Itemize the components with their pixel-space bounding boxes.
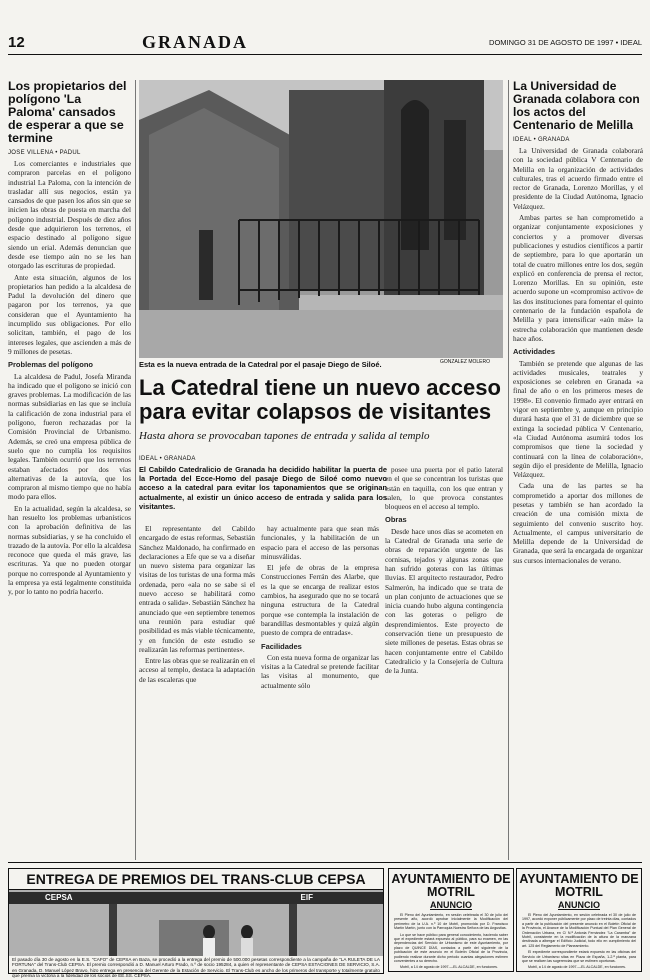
paragraph: El expediente correspondiente estará expuesto en las oficinas del Servicio de Urbanismo sitas en Plaza de España, 1-2.ª planta, para que se realicen las sugerencias que se estimen oportunas. (522, 950, 636, 964)
left-body (8, 159, 131, 924)
center-headline: La Catedral tiene un nuevo acceso para evitar colapsos de visitantes (139, 375, 501, 424)
center-subhead-facilidades: Facilidades (261, 641, 302, 651)
motril-notice-1 (388, 868, 514, 972)
left-byline: JOSE VILLENA • PADUL (8, 150, 81, 156)
center-deck: Hasta ahora se provocaban tapones de entrada y salida al templo (139, 430, 430, 442)
date-line: DOMINGO 31 DE AGOSTO DE 1997 • IDEAL (489, 38, 642, 47)
motril-notice-2 (516, 868, 642, 972)
center-col-3 (385, 465, 503, 857)
paragraph: El representante del Cabildo encargado de estas reformas, Sebastián Sánchez Maldonado, ha confirmado en declaraciones a Efe que se va a diseñar un nuevo sistema para organizar las visitas de los turistas de una forma más ordenada, pero «ala no se sabe si el nuevo acceso se habilitará como entrada o salida». Sebastián Sánchez ha anunciado que «en septiembre tenemos una reunión para estudiar qué posibilidad es más viable técnicamente, y en función de este estudio se realizarán las reformas pertinentes». (139, 524, 255, 654)
paragraph: En la actualidad, según la alcaldesa, se han resuelto los problemas urbanísticos con la aprobación definitiva de las normas subsidiarias, y se ha concluido el trazado de la autovía. Por ello la alcaldesa reconoce que queda el más grave, las escrituras. Ya que no pueden otorgar porque no corresponde al Ayuntamiento y la empresa ya está legalmente constituida y, por lo tanto no podría hacerlo. (8, 503, 131, 597)
notice-title: AYUNTAMIENTO DE MOTRIL (519, 872, 639, 899)
center-subhead-obras: Obras (385, 515, 407, 525)
center-byline: IDEAL • GRANADA (139, 456, 196, 462)
paragraph: Cada una de las partes se ha comprometido a aportar dos millones de pesetas y también se han acordado la creación de una comisión mixta de seguimiento del convenio suscrito hoy. Actualmente, el campus universitario de Melilla depende de la Universidad de Granada, que será la encargada de organizar sus cursos internacionales de verano. (513, 481, 643, 565)
paragraph: posee una puerta por el patio lateral en el que se concentran los turistas que están en taquilla, con los que entran y salen, lo que provoca constantes bloqueos en el acceso al templo. (385, 465, 503, 512)
paragraph: La alcaldesa de Padul, Josefa Miranda ha indicado que el polígono se inició con graves problemas. La modificación de las normas subsidiarias en las que se incluía la calificación de zona industrial para el polígono, fueron rechazadas por la Comisión Provincial de Urbanismo. Además, se creó una empresa pública de suelo que no cumplía los requisitos legales. También ocurrió que los terrenos estaban afectados por dos vías alternativas de la autovía, que los compraron al mismo tiempo que no había modo para ellos. (8, 371, 131, 502)
header-rule (8, 54, 642, 55)
paragraph: Lo que se hace público para general conocimiento, haciendo saber que el expediente estará expuesto al público, para su examen, en las dependencias del Servicio de Urbanismo de este Ayuntamiento, por plazo de QUINCE DÍAS, contados a partir del siguiente de la publicación de este anuncio en el Boletín Oficial de la Provincia, pudiendo realizar durante dicho periodo cuantas alegaciones estimen convenientes a su derecho. (394, 932, 508, 964)
right-subhead: Actividades (513, 347, 556, 357)
cepsa-tag: ElF (300, 893, 313, 902)
paragraph: El Pleno del Ayuntamiento, en sesión celebrada el 30 de julio de 1997, acordó exponer públicamente por plazo de treinta días, contados a partir de la publicación del presente anuncio en el Boletín Oficial de la Provincia, el Avance de la Modificación Puntual del Plan General de Ordenación Urbana, en C/ N.ª Antonia Fernández "La Caramba" de Motril, consistente en la modificación de la altura de la manzana destinada a albergar el Edificio Judicial, todo ello en cumplimiento del art. 125 del Reglamento de Planeamiento. (522, 913, 636, 948)
paragraph: hay actualmente para que sean más funcionales, y la habilitación de un espacio para el acceso de las personas minusválidas. (261, 524, 379, 561)
paragraph: Entre las obras que se realizarán en el acceso al templo, destaca la adaptación de las escaleras que (139, 656, 256, 684)
paragraph: El Pleno del Ayuntamiento, en sesión celebrada el 30 de julio del presente año, acordó aprobar inicialmente la Modificación del perímetro de la U.A. n.º 10 de Motril, promovida por D. Francisco Martín Martín, junto con la Parroquia Nuestra Señora de las Angustias. (394, 913, 508, 931)
right-story (513, 80, 643, 860)
paragraph: Ambas partes se han comprometido a organizar conjuntamente exposiciones y conciertos y a promover diversas publicaciones y estudios científicos a partir de septiembre, para lo que aportarán un total de cuatro millones entre los dos, según explicó en conferencia de prensa el rector, Lorenzo Morillas. En su opinión, este acuerdo supone un «compromiso activo» de las dos instituciones para fomentar el quinto centenario de la fundación española de Melilla y para intensificar «aún más» la estrecha colaboración que mantienen desde hace años. (513, 213, 643, 343)
right-body (513, 146, 643, 846)
paragraph: Con esta nueva forma de organizar las visitas a la Catedral se pretende facilitar las visitas al monumento, que actualmente sólo (261, 652, 379, 690)
column-rule (508, 80, 509, 860)
paragraph: Motril, a 14 de agosto de 1997.—EL ALCALDE, en funciones. (400, 965, 498, 970)
section-rule (8, 862, 642, 863)
center-lead: El Cabildo Catedralicio de Granada ha decidido habilitar la puerta de la Portada del Ecce-Homo del pasaje Diego de Siloé como nuevo acceso a la catedral para evitar los taponamientos que se originan actualmente, al existir un único acceso de entrada y salida para los visitantes. (139, 465, 387, 511)
paragraph: Desde hace unos días se acometen en la Catedral de Granada una serie de obras de reparación urgente de las cornisas, tejados y algunas zonas que han sufrido goteras con las últimas lluvias. El arquitecto restaurador, Pedro Salmerón, ha indicado que se trata de un plan conjunto de actuaciones que se inicia cuando hubo alguna contingencia con las goteras o peligro de desprendimientos. Este proyecto de conservación tiene un presupuesto de siete millones de pesetas. Estas obras se hacen conjuntamente entre el Cabildo Catedralicio y la Consejería de Cultura de la Junta. (385, 526, 503, 676)
cathedral-illustration (139, 80, 503, 358)
photo-caption: Esta es la nueva entrada de la Catedral por el pasaje Diego de Siloé. (139, 360, 382, 369)
cepsa-ad (8, 868, 384, 979)
paragraph: Motril, a 14 de agosto de 1997.—EL ALCALDE, en funciones. (528, 965, 626, 970)
cepsa-sign: CEPSA (45, 893, 73, 902)
photo-credit: GONZALEZ MOLERO (440, 359, 491, 365)
left-subhead: Problemas del polígono (8, 360, 94, 370)
cepsa-photo (9, 890, 383, 956)
cepsa-banner: ENTREGA DE PREMIOS DEL TRANS-CLUB CEPSA (9, 869, 383, 890)
cathedral-photo (139, 80, 503, 358)
paragraph: El jefe de obras de la empresa Construcciones Ferrán des Alarbe, que es la que se encarga de realizar estos cambios, ha asegurado que no se tocará ninguna estructura de la Catedral porque «se contempla la instalación de barandillas desmontables y quizá algún puesto de compra de entradas». (261, 563, 379, 638)
cepsa-caption: El pasado día 30 de agosto en la E.S. "CAFO" de CEPSA en Baza, se procedió a la entrega del premio de 500.000 pesetas correspondiente a la campaña de "LA RULETA DE LA FORTUNA" del Trans-Club CEPSA. El premio correspondió a D. Manuel Arturo Prado, n.º de socio 195284, a quien el representante de CEPSA ESTACIONES DE SERVICIO, S.A. en Granada, D. Manuel López Bravo, hizo entrega en presencia del Gerente de la Estación de Servicio. El Trans-Club es ancho de los primeros del transporte y totalmente gratuito que premia la victoria a la fidelidad de los socios de EE.SS. CEPSA. (12, 957, 380, 979)
center-col-1 (139, 524, 255, 854)
notice-subtitle: ANUNCIO (430, 900, 472, 910)
paragraph: También se pretende que algunas de las actividades musicales, teatrales y exposiciones se celebren en Granada «a final de año o en los primeros meses de 1998». El convenio firmado ayer entrará en vigor en septiembre y, aunque en principio durará hasta que el 31 de diciembre que se extinga la sociedad pública V Centenario, «la Ciudad Autónoma asumirá todos los compromisos que tiene la sociedad y continuará con la línea de colaboración», según dijo el presidente de Melilla, Ignacio Velázquez. (513, 358, 643, 480)
notice-body (517, 913, 641, 970)
left-story (8, 79, 131, 597)
notice-title: AYUNTAMIENTO DE MOTRIL (391, 872, 511, 899)
paragraph: Ante esta situación, algunos de los propietarios han pedido a la alcaldesa de Padul la devolución del dinero que pagaron por los terrenos, ya que consideran que el Ayuntamiento ha incumplido sus obligaciones. Por ello solicitan, también, el pago de los intereses legales, que ascienden a más de 9 millones de pesetas. (8, 272, 131, 356)
column-rule (135, 80, 136, 860)
page-number: 12 (8, 34, 25, 51)
left-headline: Los propietarios del polígono 'La Paloma' cansados de esperar a que se termine (8, 79, 127, 145)
notice-body (389, 913, 513, 970)
paragraph: La Universidad de Granada colaborará con la sociedad pública V Centenario de Melilla en la organización de actividades culturales, tras el acuerdo firmado entre el rector de Granada, Lorenzo Morillas, y el presidente de la Ciudad Autónoma, Ignacio Velázquez. (513, 146, 643, 211)
paragraph: Los comerciantes e industriales que compraron parcelas en el polígono industrial La Paloma, con la intención de trasladar allí sus negocios, están ya cansados de que pasen los años sin que se inicien las obras de puesta en marcha del polígono industrial. Después de diez años desde que adquirieron los terrenos, el espacio destinado al polígono sigue siendo un erial. Además denuncian que desde ese tiempo aún no se les han otorgado las escrituras de propiedad. (8, 159, 131, 271)
center-col-2 (261, 524, 379, 854)
section-title: GRANADA (142, 32, 248, 52)
right-headline: La Universidad de Granada colabora con los actos del Centenario de Melilla (513, 79, 640, 132)
right-byline: IDEAL • GRANADA (513, 137, 570, 143)
notice-subtitle: ANUNCIO (558, 900, 600, 910)
